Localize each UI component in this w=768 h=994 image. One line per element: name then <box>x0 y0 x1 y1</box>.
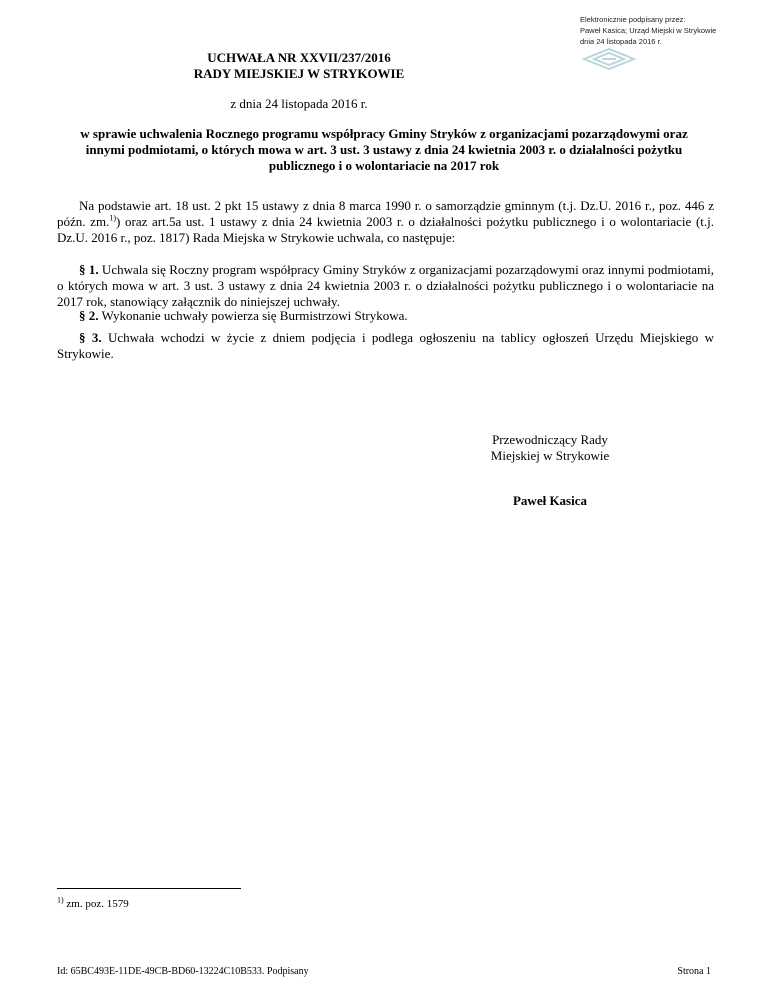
section-3-paragraph <box>57 330 714 362</box>
section-1-paragraph <box>57 262 714 310</box>
section-2-paragraph <box>57 308 714 324</box>
page-number: Strona 1 <box>677 966 711 977</box>
document-subject: w sprawie uchwalenia Rocznego programu współpracy Gminy Stryków z organizacjami pozarządowymi oraz innymi podmiotami, o których mowa w art. 3 ust. 3 ustawy z dnia 24 kwietnia 2003 r. o działalności pożytku publicznego i o wolontariacie na 2017 rok <box>80 126 688 173</box>
footnote <box>57 895 129 910</box>
legal-basis-text-continued: ) oraz art.5a ust. 1 ustawy z dnia 24 kwietnia 2003 r. o działalności pożytku publicznego i o wolontariacie (t.j. Dz.U. 2016 r., poz. 1817) Rada Miejska w Strykowie uchwala, co następuje: <box>57 214 714 245</box>
footnote-reference: 1) <box>109 213 116 223</box>
document-date: z dnia 24 listopada 2016 r. <box>230 96 368 111</box>
legal-basis-paragraph <box>57 198 714 246</box>
document-id-footer: Id: 65BC493E-11DE-49CB-BD60-13224C10B533. Podpisany <box>57 966 309 977</box>
signer-role-line-2: Miejskiej w Strykowie <box>490 448 610 463</box>
signature-stamp-date: dnia 24 listopada 2016 r. <box>580 37 662 46</box>
signer-role-line-1: Przewodniczący Rady <box>492 432 608 447</box>
signer-name: Paweł Kasica <box>512 493 587 508</box>
signature-stamp-line: Elektronicznie podpisany przez: <box>580 15 686 24</box>
electronic-signature-stamp <box>580 14 760 47</box>
signature-stamp-signer: Paweł Kasica; Urząd Miejski w Strykowie <box>580 26 717 35</box>
section-1-mark: § 1. <box>79 262 99 277</box>
document-issuer: RADY MIEJSKIEJ W STRYKOWIE <box>193 66 405 81</box>
section-3-mark: § 3. <box>79 330 102 345</box>
legal-basis-text: Na podstawie art. 18 ust. 2 pkt 15 ustawy z dnia 8 marca 1990 r. o samorządzie gminnym (t.j. Dz.U. 2016 r., poz. 446 z późn. zm. <box>57 198 714 229</box>
signer-role <box>420 432 680 464</box>
footnote-text: zm. poz. 1579 <box>63 898 129 910</box>
section-2-text: Wykonanie uchwały powierza się Burmistrzowi Strykowa. <box>98 308 408 323</box>
footnote-mark: 1) <box>57 895 64 905</box>
section-2-mark: § 2. <box>79 308 99 323</box>
section-3-text: Uchwała wchodzi w życie z dniem podjęcia i podlega ogłoszeniu na tablicy ogłoszeń Urzędu Miejskiego w Strykowie. <box>57 330 714 361</box>
section-1-text: Uchwala się Roczny program współpracy Gminy Stryków z organizacjami pozarządowymi oraz innymi podmiotami, o których mowa w art. 3 ust. 3 ustawy z dnia 24 kwietnia 2003 r. o działalności pożytku publicznego i o wolontariacie na 2017 rok, stanowiący załącznik do niniejszej uchwały. <box>57 262 714 309</box>
footnote-divider <box>57 888 241 889</box>
document-title: UCHWAŁA NR XXVII/237/2016 <box>207 50 391 65</box>
